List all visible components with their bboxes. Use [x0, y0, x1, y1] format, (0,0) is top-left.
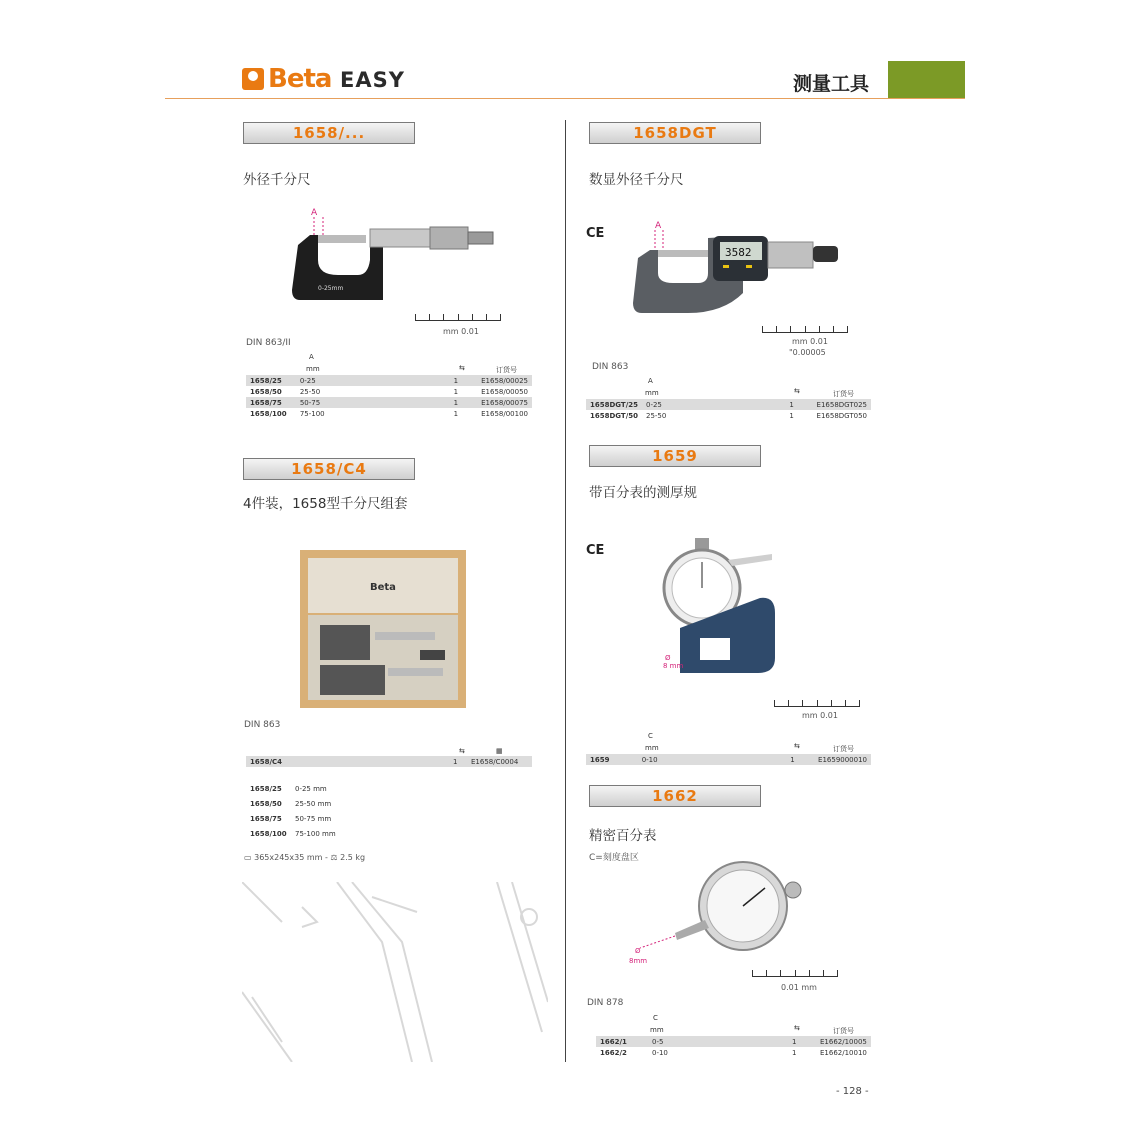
product-title-1658dgt: 数显外径千分尺 [589, 172, 684, 188]
scale-label-1658dgt: mm 0.01 [792, 337, 828, 346]
svg-text:8mm: 8mm [629, 957, 648, 965]
col-order-1658dgt: 订货号 [833, 390, 854, 398]
spec-table-1658 [246, 375, 532, 419]
weight-value: 2.5 kg [340, 853, 366, 862]
svg-text:Beta: Beta [370, 582, 396, 593]
section-title: 测量工具 [793, 73, 870, 95]
list-item: 1658/75 50-75 mm [250, 814, 332, 823]
product-title-1662: 精密百分表 [589, 828, 657, 844]
table-row: 1658/75 50-75 1 E1658/00075 [246, 397, 532, 408]
qty-icon-1659: ⇆ [794, 742, 800, 750]
din-1658dgt: DIN 863 [592, 362, 629, 372]
svg-text:0-25mm: 0-25mm [318, 285, 344, 292]
dims-value: 365x245x35 mm - [254, 853, 331, 862]
decorative-tool-sketch [242, 882, 548, 1062]
scale-label-1662: 0.01 mm [781, 983, 817, 992]
col-order-1658: 订货号 [496, 366, 517, 374]
svg-text:Ø: Ø [635, 947, 641, 955]
col-mm-1662: mm [650, 1026, 664, 1034]
svg-text:Ø: Ø [665, 654, 671, 662]
product-code-1658dgt: 1658DGT [589, 122, 761, 144]
scale-label-1659: mm 0.01 [802, 711, 838, 720]
spec-table-1658dgt [586, 399, 871, 421]
brand-logo: Beta [268, 64, 332, 94]
scale-label-1658: mm 0.01 [443, 327, 479, 336]
svg-text:3582: 3582 [725, 246, 752, 259]
svg-text:A: A [655, 221, 662, 231]
col-order-1659: 订货号 [833, 745, 854, 753]
product-title-1658c4: 4件装，1658型千分尺组套 [243, 496, 408, 512]
table-row: 1662/2 0-10 1 E1662/10010 [600, 1048, 867, 1057]
ce-mark-icon: CE [586, 543, 605, 558]
dial-indicator-image [625, 858, 805, 968]
svg-text:A: A [311, 208, 318, 218]
table-row: 1658/C4 1 E1658/C0004 [246, 756, 532, 767]
col-mm-1658dgt: mm [645, 389, 659, 397]
list-item: 1658/50 25-50 mm [250, 799, 332, 808]
din-1658c4: DIN 863 [244, 720, 281, 730]
column-divider [565, 120, 566, 1062]
box-icon: ▭ [244, 853, 252, 862]
col-c-1662: C [653, 1014, 658, 1022]
spec-table-1659 [586, 754, 871, 765]
table-row: 1662/1 0-5 1 E1662/10005 [596, 1036, 871, 1047]
ce-mark-icon: CE [586, 226, 605, 241]
product-title-1659: 带百分表的测厚规 [589, 485, 697, 501]
digital-micrometer-image [628, 218, 843, 318]
micrometer-image [288, 205, 498, 310]
spec-table-1658c4 [246, 756, 532, 767]
micrometer-set-case-image [300, 550, 466, 708]
product-title-1658: 外径千分尺 [243, 172, 311, 188]
dims-line [244, 853, 365, 862]
col-a-1658: A [309, 353, 314, 361]
order-icon-1658c4: ▦ [496, 747, 503, 755]
table-row: 1658/50 25-50 1 E1658/00050 [250, 387, 528, 396]
scale-icon-1659 [774, 698, 860, 707]
scale-icon-1658 [415, 312, 501, 321]
qty-icon-1658c4: ⇆ [459, 747, 465, 755]
contents-table-1658c4 [246, 781, 340, 841]
product-code-1662: 1662 [589, 785, 761, 807]
scale-icon-1662 [752, 968, 838, 977]
col-a-1658dgt: A [648, 377, 653, 385]
product-code-1658c4: 1658/C4 [243, 458, 415, 480]
din-1662: DIN 878 [587, 998, 624, 1008]
thickness-gauge-image [660, 538, 780, 683]
list-item: 1658/25 0-25 mm [250, 784, 327, 793]
sub-brand-logo: EASY [340, 68, 405, 92]
table-row: 1658/100 75-100 1 E1658/00100 [250, 409, 528, 418]
subtitle-1662: C=刻度盘区 [589, 853, 639, 863]
page-number: - 128 - [836, 1086, 869, 1097]
qty-icon-1658: ⇆ [459, 364, 465, 372]
qty-icon-1662: ⇆ [794, 1024, 800, 1032]
list-item: 1658/100 75-100 mm [250, 829, 336, 838]
table-row: 1658DGT/25 0-25 1 E1658DGT025 [586, 399, 871, 410]
section-color-block [888, 61, 965, 99]
header-rule [165, 98, 965, 99]
col-order-1662: 订货号 [833, 1027, 854, 1035]
spec-table-1662 [596, 1036, 871, 1058]
din-1658: DIN 863/II [246, 338, 291, 348]
table-row: 1658DGT/50 25-50 1 E1658DGT050 [590, 411, 867, 420]
beta-logo-icon [242, 68, 264, 90]
weight-icon: ⚖ [330, 853, 338, 862]
col-c-1659: C [648, 732, 653, 740]
qty-icon-1658dgt: ⇆ [794, 387, 800, 395]
scale-icon-1658dgt [762, 324, 848, 333]
col-mm-1659: mm [645, 744, 659, 752]
svg-text:8 mm: 8 mm [663, 662, 684, 670]
scale-label2-1658dgt: "0.00005 [789, 348, 826, 357]
table-row: 1659 0-10 1 E1659000010 [586, 754, 871, 765]
product-code-1658: 1658/... [243, 122, 415, 144]
product-code-1659: 1659 [589, 445, 761, 467]
col-mm-1658: mm [306, 365, 320, 373]
table-row: 1658/25 0-25 1 E1658/00025 [246, 375, 532, 386]
